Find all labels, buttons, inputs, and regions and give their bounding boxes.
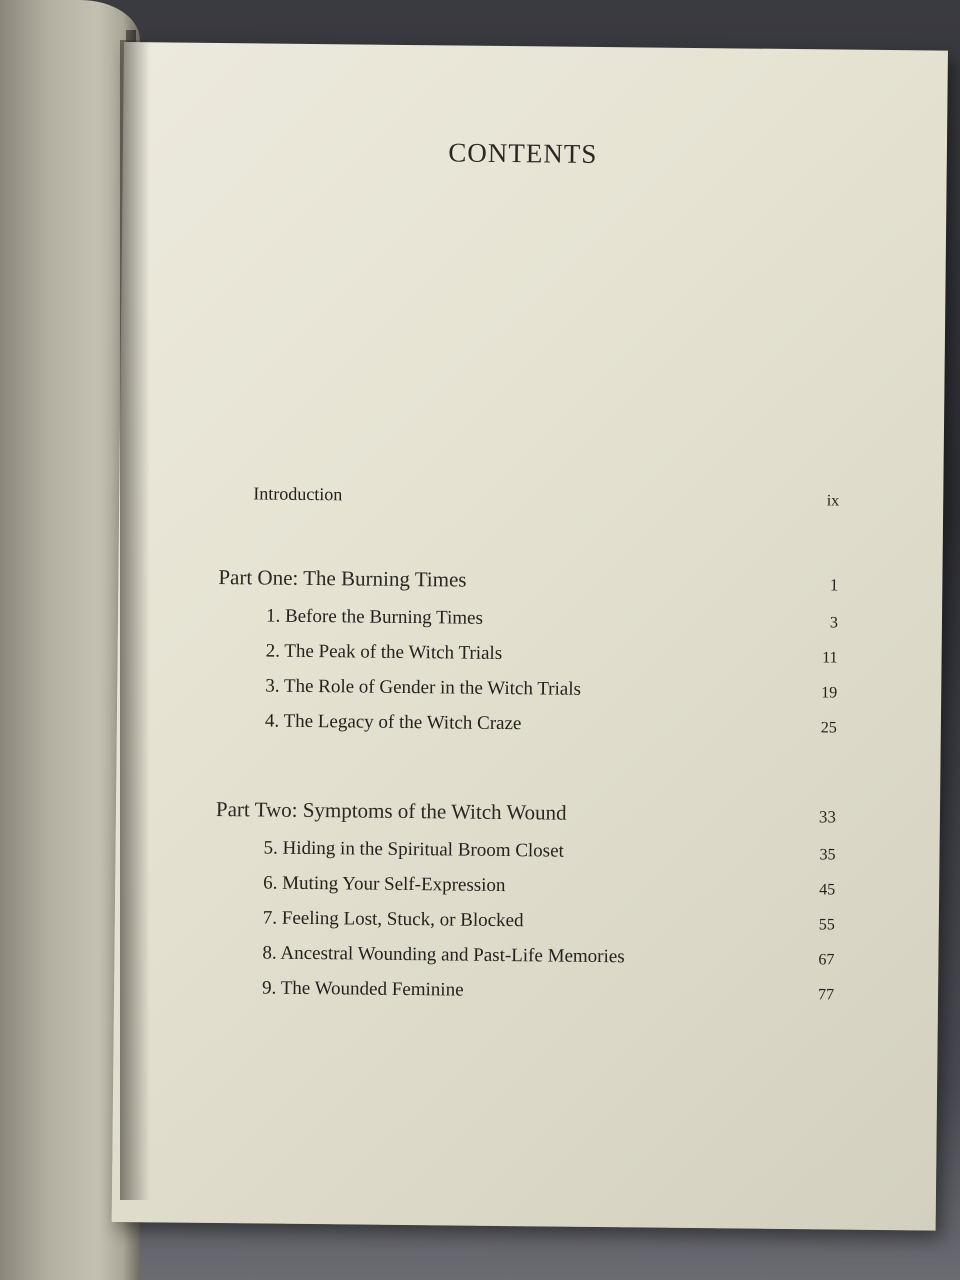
part-title: Part One: The Burning Times [218, 565, 467, 592]
chapter-title: 2. The Peak of the Witch Trials [265, 640, 503, 664]
part-page-number: 1 [829, 575, 839, 595]
part-two-chapters [214, 837, 836, 1018]
toc-chapter[interactable] [214, 977, 834, 1018]
part-title: Part Two: Symptoms of the Witch Wound [215, 797, 567, 825]
chapter-page-number: 19 [821, 684, 838, 702]
table-of-contents [214, 483, 840, 1018]
toc-entry-introduction[interactable] [219, 483, 839, 519]
entry-page-number: ix [826, 492, 840, 510]
chapter-page-number: 77 [817, 986, 835, 1004]
chapter-title: 1. Before the Burning Times [265, 605, 484, 629]
part-one-chapters [217, 605, 838, 751]
entry-title: Introduction [253, 483, 343, 505]
chapter-title: 4. The Legacy of the Witch Craze [264, 710, 522, 735]
part-page-number: 33 [818, 807, 837, 827]
chapter-page-number: 11 [822, 649, 838, 667]
chapter-page-number: 67 [818, 951, 835, 969]
gutter-shadow [120, 40, 150, 1200]
toc-part-one[interactable] [218, 565, 838, 605]
bleed-through-text: ​ [772, 125, 774, 143]
page-title: CONTENTS [448, 137, 598, 169]
toc-part-two[interactable] [216, 797, 836, 837]
chapter-title: 5. Hiding in the Spiritual Broom Closet [263, 837, 564, 862]
chapter-title: 6. Muting Your Self-Expression [263, 872, 506, 897]
chapter-page-number: 25 [820, 719, 837, 737]
chapter-title: 9. The Wounded Feminine [261, 977, 464, 1001]
chapter-page-number: 55 [818, 916, 835, 934]
chapter-page-number: 35 [819, 846, 836, 864]
contents-page [112, 42, 948, 1231]
chapter-title: 8. Ancestral Wounding and Past-Life Memories [262, 942, 625, 968]
chapter-title: 7. Feeling Lost, Stuck, or Blocked [262, 907, 524, 932]
chapter-page-number: 45 [819, 881, 836, 899]
chapter-title: 3. The Role of Gender in the Witch Trials [265, 675, 582, 700]
toc-chapter[interactable] [217, 710, 837, 751]
chapter-page-number: 3 [829, 614, 839, 632]
